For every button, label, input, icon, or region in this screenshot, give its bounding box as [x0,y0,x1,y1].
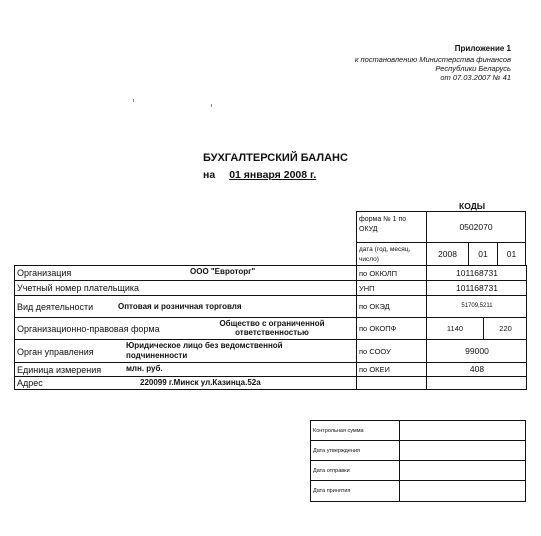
activity-value: Оптовая и розничная торговля [118,302,242,311]
address-label: Адрес [17,378,43,388]
subtitle-prefix: на [203,169,216,181]
soou-label: по СООУ [359,347,391,356]
checksum-label: Контрольная сумма [311,421,400,440]
document-subtitle [203,169,316,181]
annex-line1: Приложение 1 [454,44,511,53]
annex-line2: к постановлению Министерства финансов [354,55,511,64]
okulp-value: 101168731 [456,268,498,278]
oked-value: 51709,5211 [461,303,493,309]
okei-label: по ОКЕИ [359,365,390,374]
unit-label: Единица измерения [17,365,102,375]
okopf-value-1: 1140 [446,324,464,333]
unit-value: млн. руб. [126,364,163,373]
okulp-label: по ОКЮЛП [359,269,398,278]
document-title: БУХГАЛТЕРСКИЙ БАЛАНС [203,152,348,164]
unp-value: 101168731 [456,283,498,293]
okopf-value-2: 220 [499,324,512,333]
okud-label-cell: форма № 1 по ОКУД [356,211,427,243]
sent-value [400,461,525,480]
okei-value: 408 [469,364,485,374]
control-row-approved [311,441,525,461]
accepted-label: Дата принятия [311,481,400,501]
control-row-accepted [311,481,525,501]
okopf-label: по ОКОПФ [359,324,397,333]
address-value: 220099 г.Минск ул.Казинца.52а [140,378,261,387]
control-table [310,420,526,502]
date-year: 2008 [426,242,469,266]
okud-value: 0502070 [426,211,526,243]
sent-label: Дата отправки [311,461,400,480]
soou-value: 99000 [465,346,489,356]
annex-header [355,44,511,82]
org-value: ООО "Евроторг" [190,267,256,276]
balance-date: 01 января 2008 г. [229,169,317,181]
checksum-value [400,421,525,440]
taxid-label: Учетный номер плательщика [17,283,140,293]
unp-label: УНП [359,284,375,293]
oked-label: по ОКЭД [359,302,390,311]
scan-speck [133,99,134,102]
legal-form-label: Организационно-правовая форма [17,324,160,334]
management-value: Юридическое лицо без ведомственной подчиненности [126,341,283,360]
legal-form-value: Общество с ограниченной ответственностью [219,319,325,337]
control-row-checksum [311,421,525,441]
scan-speck [211,104,212,107]
annex-line3: Республики Беларусь [435,64,511,73]
management-label: Орган управления [17,347,94,357]
codes-header: КОДЫ [459,201,486,211]
approved-label: Дата утверждения [311,441,400,460]
annex-line4: от 07.03.2007 № 41 [440,73,511,82]
control-row-sent [311,461,525,481]
approved-value [400,441,525,460]
activity-label: Вид деятельности [17,302,94,312]
org-label: Организация [17,268,72,278]
date-day: 01 [497,242,526,266]
accepted-value [400,481,525,501]
date-month: 01 [468,242,498,266]
date-label-cell: дата (год, месяц, число) [356,242,427,266]
